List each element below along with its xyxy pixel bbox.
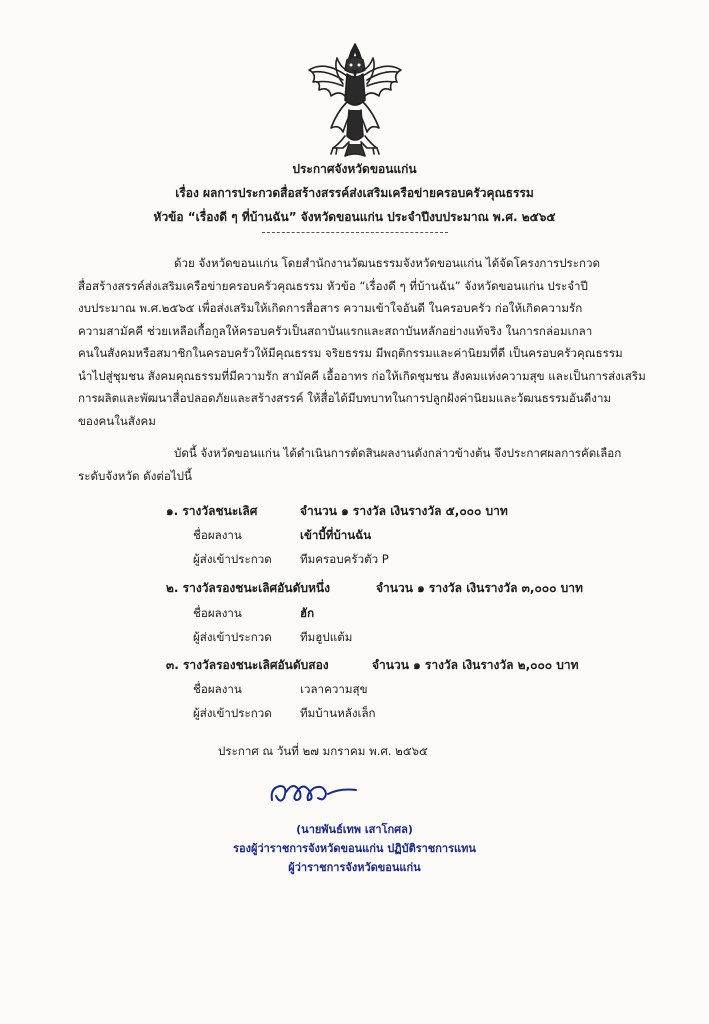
body-paragraph-2 bbox=[78, 442, 638, 487]
paragraph-line: ระดับจังหวัด ดังต่อไปนี้ bbox=[78, 468, 192, 483]
award-3-detail: จำนวน ๑ รางวัล เงินรางวัล ๒,๐๐๐ บาท bbox=[372, 658, 579, 672]
paragraph-line: งบประมาณ พ.ศ.๒๕๖๕ เพื่อส่งเสริมให้เกิดการสื่อสาร ความเข้าใจอันดี ในครอบครัว ก่อให้เกิดความรัก bbox=[78, 301, 583, 315]
award-2-work-label: ชื่อผลงาน bbox=[193, 606, 242, 620]
award-1-entrant-label: ผู้ส่งเข้าประกวด bbox=[193, 552, 272, 566]
signatory-name: (นายพันธ์เทพ เสาโกศล) bbox=[296, 823, 413, 836]
award-3-entrant: ทีมบ้านหลังเล็ก bbox=[300, 706, 376, 720]
paragraph-line: บัดนี้ จังหวัดขอนแก่น ได้ดำเนินการตัดสินผลงานดังกล่าวข้างต้น จึงประกาศผลการคัดเลือก bbox=[174, 446, 622, 460]
announcement-date: ประกาศ ณ วันที่ ๒๗ มกราคม พ.ศ. ๒๕๖๕ bbox=[218, 744, 428, 758]
award-1-work: เข้าบี้ที่บ้านฉัน bbox=[300, 528, 372, 542]
award-3-title: ๓. รางวัลรองชนะเลิศอันดับสอง bbox=[166, 658, 329, 672]
award-2-entrant: ทีมฮูปแต้ม bbox=[300, 630, 353, 644]
paragraph-line: ความสามัคคี ช่วยเหลือเกื้อกูลให้ครอบครัวเป็นสถาบันแรกและสถาบันหลักอย่างแท้จริง ในการกล่อมเกลา bbox=[78, 323, 593, 338]
award-1-entrant: ทีมครอบครัวตัว P bbox=[300, 552, 389, 566]
paragraph-line: ของคนในสังคม bbox=[78, 413, 156, 428]
paragraph-line: นำไปสู่ชุมชน สังคมคุณธรรมที่มีความรัก สามัคคี เอื้ออาทร ก่อให้เกิดชุมชน สังคมแห่งความสุข และเป็นการส่งเสริม bbox=[78, 368, 646, 383]
award-3-entrant-label: ผู้ส่งเข้าประกวด bbox=[193, 706, 272, 720]
announcement-title: ประกาศจังหวัดขอนแก่น bbox=[292, 162, 417, 176]
award-2-detail: จำนวน ๑ รางวัล เงินรางวัล ๓,๐๐๐ บาท bbox=[376, 581, 583, 595]
award-3-work-label: ชื่อผลงาน bbox=[193, 682, 242, 696]
award-1-title: ๑. รางวัลชนะเลิศ bbox=[166, 504, 258, 518]
award-2-title: ๒. รางวัลรองชนะเลิศอันดับหนึ่ง bbox=[166, 581, 330, 595]
paragraph-line: สื่อสร้างสรรค์ส่งเสริมเครือข่ายครอบครัวคุณธรรม หัวข้อ “เรื่องดี ๆ ที่บ้านฉัน” จังหวัดขอนแก่น ประจำปี bbox=[78, 278, 588, 293]
award-1-work-label: ชื่อผลงาน bbox=[193, 528, 242, 542]
announcement-subject: เรื่อง ผลการประกวดสื่อสร้างสรรค์ส่งเสริมเครือข่ายครอบครัวคุณธรรม bbox=[175, 186, 534, 200]
signatory-position-2: ผู้ว่าราชการจังหวัดขอนแก่น bbox=[288, 861, 421, 874]
paragraph-line: การผลิตและพัฒนาสื่อปลอดภัยและสร้างสรรค์ ให้สื่อได้มีบทบาทในการปลูกฝังค่านิยมและวัฒนธรรมอันดีงาม bbox=[78, 391, 612, 405]
award-3-work: เวลาความสุข bbox=[300, 682, 368, 696]
signatory-position-1: รองผู้ว่าราชการจังหวัดขอนแก่น ปฏิบัติราชการแทน bbox=[233, 842, 476, 855]
garuda-emblem-icon bbox=[303, 40, 407, 158]
paragraph-line: ด้วย จังหวัดขอนแก่น โดยสำนักงานวัฒนธรรมจังหวัดขอนแก่น ได้จัดโครงการประกวด bbox=[174, 256, 601, 270]
award-1-detail: จำนวน ๑ รางวัล เงินรางวัล ๕,๐๐๐ บาท bbox=[300, 504, 508, 518]
body-paragraph-1 bbox=[78, 252, 646, 432]
award-2-work: ฮัก bbox=[300, 606, 315, 620]
signature-mark bbox=[266, 770, 362, 812]
award-2-entrant-label: ผู้ส่งเข้าประกวด bbox=[193, 630, 272, 644]
header-divider bbox=[262, 232, 448, 233]
announcement-topic: หัวข้อ “เรื่องดี ๆ ที่บ้านฉัน” จังหวัดขอนแก่น ประจำปีงบประมาณ พ.ศ. ๒๕๖๕ bbox=[153, 210, 556, 224]
paragraph-line: คนในสังคมหรือสมาชิกในครอบครัวให้มีคุณธรรม จริยธรรม มีพฤติกรรมและค่านิยมที่ดี เป็นครอบครัวคุณธรรม bbox=[78, 346, 623, 360]
